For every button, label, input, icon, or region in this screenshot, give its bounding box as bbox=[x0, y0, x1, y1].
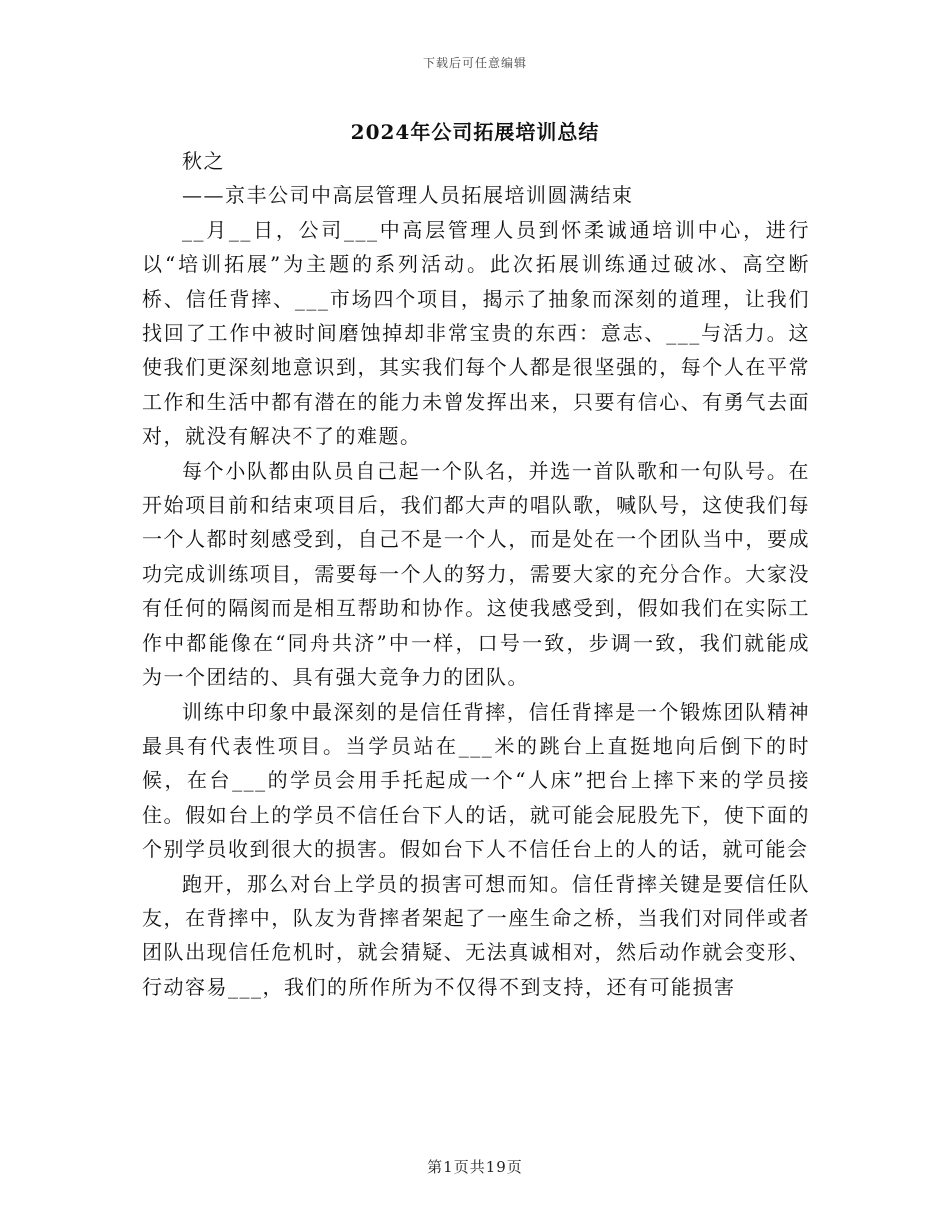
document-body bbox=[142, 144, 810, 1004]
subtitle-line: ——京丰公司中高层管理人员拓展培训圆满结束 bbox=[182, 183, 634, 208]
header-note: 下载后可任意编辑 bbox=[422, 56, 527, 70]
paragraph: 训练中印象中最深刻的是信任背摔，信任背摔是一个锻炼团队精神最具有代表性项目。当学员站在___米的跳台上直挺地向后倒下的时候，在台___的学员会用手托起成一个“人床”把台上摔下来的学员接住。假如台上的学员不信任台下人的话，就可能会屁股先下，使下面的个别学员收到很大的损害。假如台下人不信任台上的人的话，就可能会 bbox=[142, 699, 810, 862]
page-number: 第1页共19页 bbox=[427, 1158, 523, 1176]
paragraph: 跑开，那么对台上学员的损害可想而知。信任背摔关键是要信任队友，在背摔中，队友为背摔者架起了一座生命之桥，当我们对同伴或者团队出现信任危机时，就会猜疑、无法真诚相对，然后动作就会变形、行动容易___，我们的所作所为不仅得不到支持，还有可能损害 bbox=[142, 871, 810, 999]
document-title: 2024年公司拓展培训总结 bbox=[350, 120, 600, 144]
paragraph: 每个小队都由队员自己起一个队名，并选一首队歌和一句队号。在开始项目前和结束项目后，我们都大声的唱队歌，喊队号，这使我们每一个人都时刻感受到，自己不是一个人，而是处在一个团队当中，要成功完成训练项目，需要每一个人的努力，需要大家的充分合作。大家没有任何的隔阂而是相互帮助和协作。这使我感受到，假如我们在实际工作中都能像在“同舟共济”中一样，口号一致，步调一致，我们就能成为一个团结的、具有强大竞争力的团队。 bbox=[142, 458, 810, 690]
paragraph: __月__日，公司___中高层管理人员到怀柔诚通培训中心，进行以“培训拓展”为主题的系列活动。此次拓展训练通过破冰、高空断桥、信任背摔、___市场四个项目，揭示了抽象而深刻的道理，让我们找回了工作中被时间磨蚀掉却非常宝贵的东西：意志、___与活力。这使我们更深刻地意识到，其实我们每个人都是很坚强的，每个人在平常工作和生活中都有潜在的能力未曾发挥出来，只要有信心、有勇气去面对，就没有解决不了的难题。 bbox=[142, 217, 810, 449]
author-line: 秋之 bbox=[182, 149, 225, 173]
